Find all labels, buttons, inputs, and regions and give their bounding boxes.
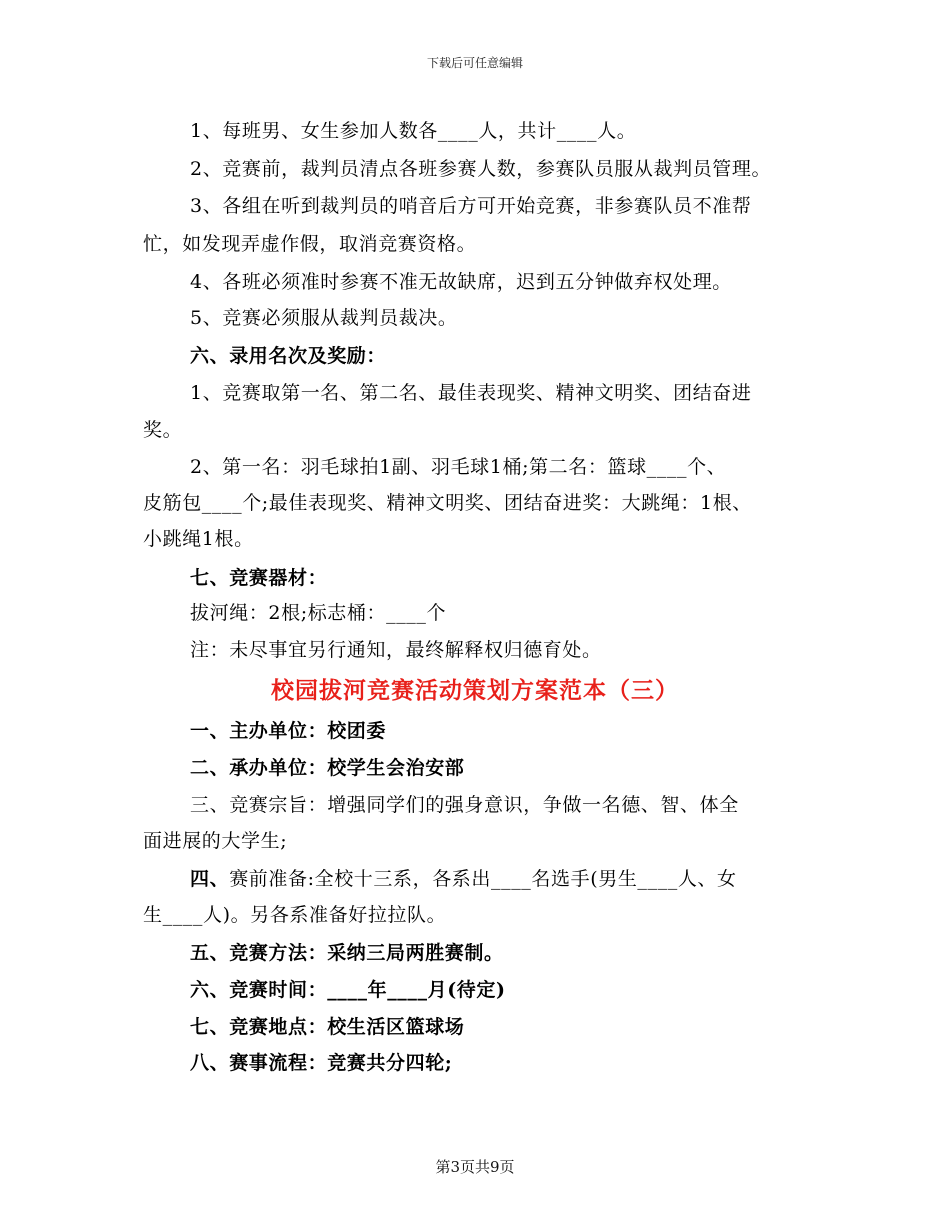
co-organizer: 二、承办单位：校学生会治安部	[190, 757, 465, 779]
award-1-cont: 奖。	[143, 419, 183, 441]
competition-method: 五、竞赛方法：采纳三局两胜赛制。	[190, 942, 504, 964]
preparation	[190, 864, 737, 891]
rule-5: 5、竞赛必须服从裁判员裁决。	[190, 307, 458, 329]
rule-2: 2、竞赛前，裁判员清点各班参赛人数，参赛队员服从裁判员管理。	[190, 158, 772, 180]
page-footer: 第3页共9页	[435, 1158, 515, 1176]
preparation-cont: 生____人)。另各系准备好拉拉队。	[143, 904, 447, 926]
competition-time: 六、竞赛时间：____年____月(待定)	[190, 979, 506, 1001]
award-2-cont: 皮筋包____个;最佳表现奖、精神文明奖、团结奋进奖：大跳绳：1根、	[143, 492, 752, 514]
award-2-cont-2: 小跳绳1根。	[143, 528, 254, 550]
equipment: 拔河绳：2根;标志桶：____个	[190, 602, 447, 624]
competition-venue: 七、竞赛地点：校生活区篮球场	[190, 1016, 465, 1038]
note: 注：未尽事宜另行通知，最终解释权归德育处。	[190, 639, 602, 661]
page-header: 下载后可任意编辑	[426, 56, 523, 70]
event-process: 八、赛事流程：竞赛共分四轮;	[190, 1052, 453, 1074]
rule-3-cont: 忙，如发现弄虚作假，取消竞赛资格。	[143, 233, 477, 255]
organizer: 一、主办单位：校团委	[190, 720, 387, 742]
purpose: 三、竞赛宗旨：增强同学们的强身意识，争做一名德、智、体全	[190, 794, 739, 816]
preparation-label: 四、	[190, 868, 230, 890]
purpose-cont: 面进展的大学生;	[143, 830, 288, 852]
section-heading-6: 六、录用名次及奖励：	[190, 345, 387, 367]
section-heading-7: 七、竞赛器材：	[190, 567, 328, 589]
award-1: 1、竞赛取第一名、第二名、最佳表现奖、精神文明奖、团结奋进	[190, 382, 752, 404]
award-2: 2、第一名：羽毛球拍1副、羽毛球1桶;第二名：篮球____个、	[190, 456, 727, 478]
rule-4: 4、各班必须准时参赛不准无故缺席，迟到五分钟做弃权处理。	[190, 271, 732, 293]
rule-3: 3、各组在听到裁判员的哨音后方可开始竞赛，非参赛队员不准帮	[190, 195, 752, 217]
preparation-text: 赛前准备:全校十三系，各系出____名选手(男生____人、女	[229, 868, 737, 890]
document-title: 校园拔河竞赛活动策划方案范本（三）	[271, 677, 679, 704]
rule-1: 1、每班男、女生参加人数各____人，共计____人。	[190, 120, 637, 142]
